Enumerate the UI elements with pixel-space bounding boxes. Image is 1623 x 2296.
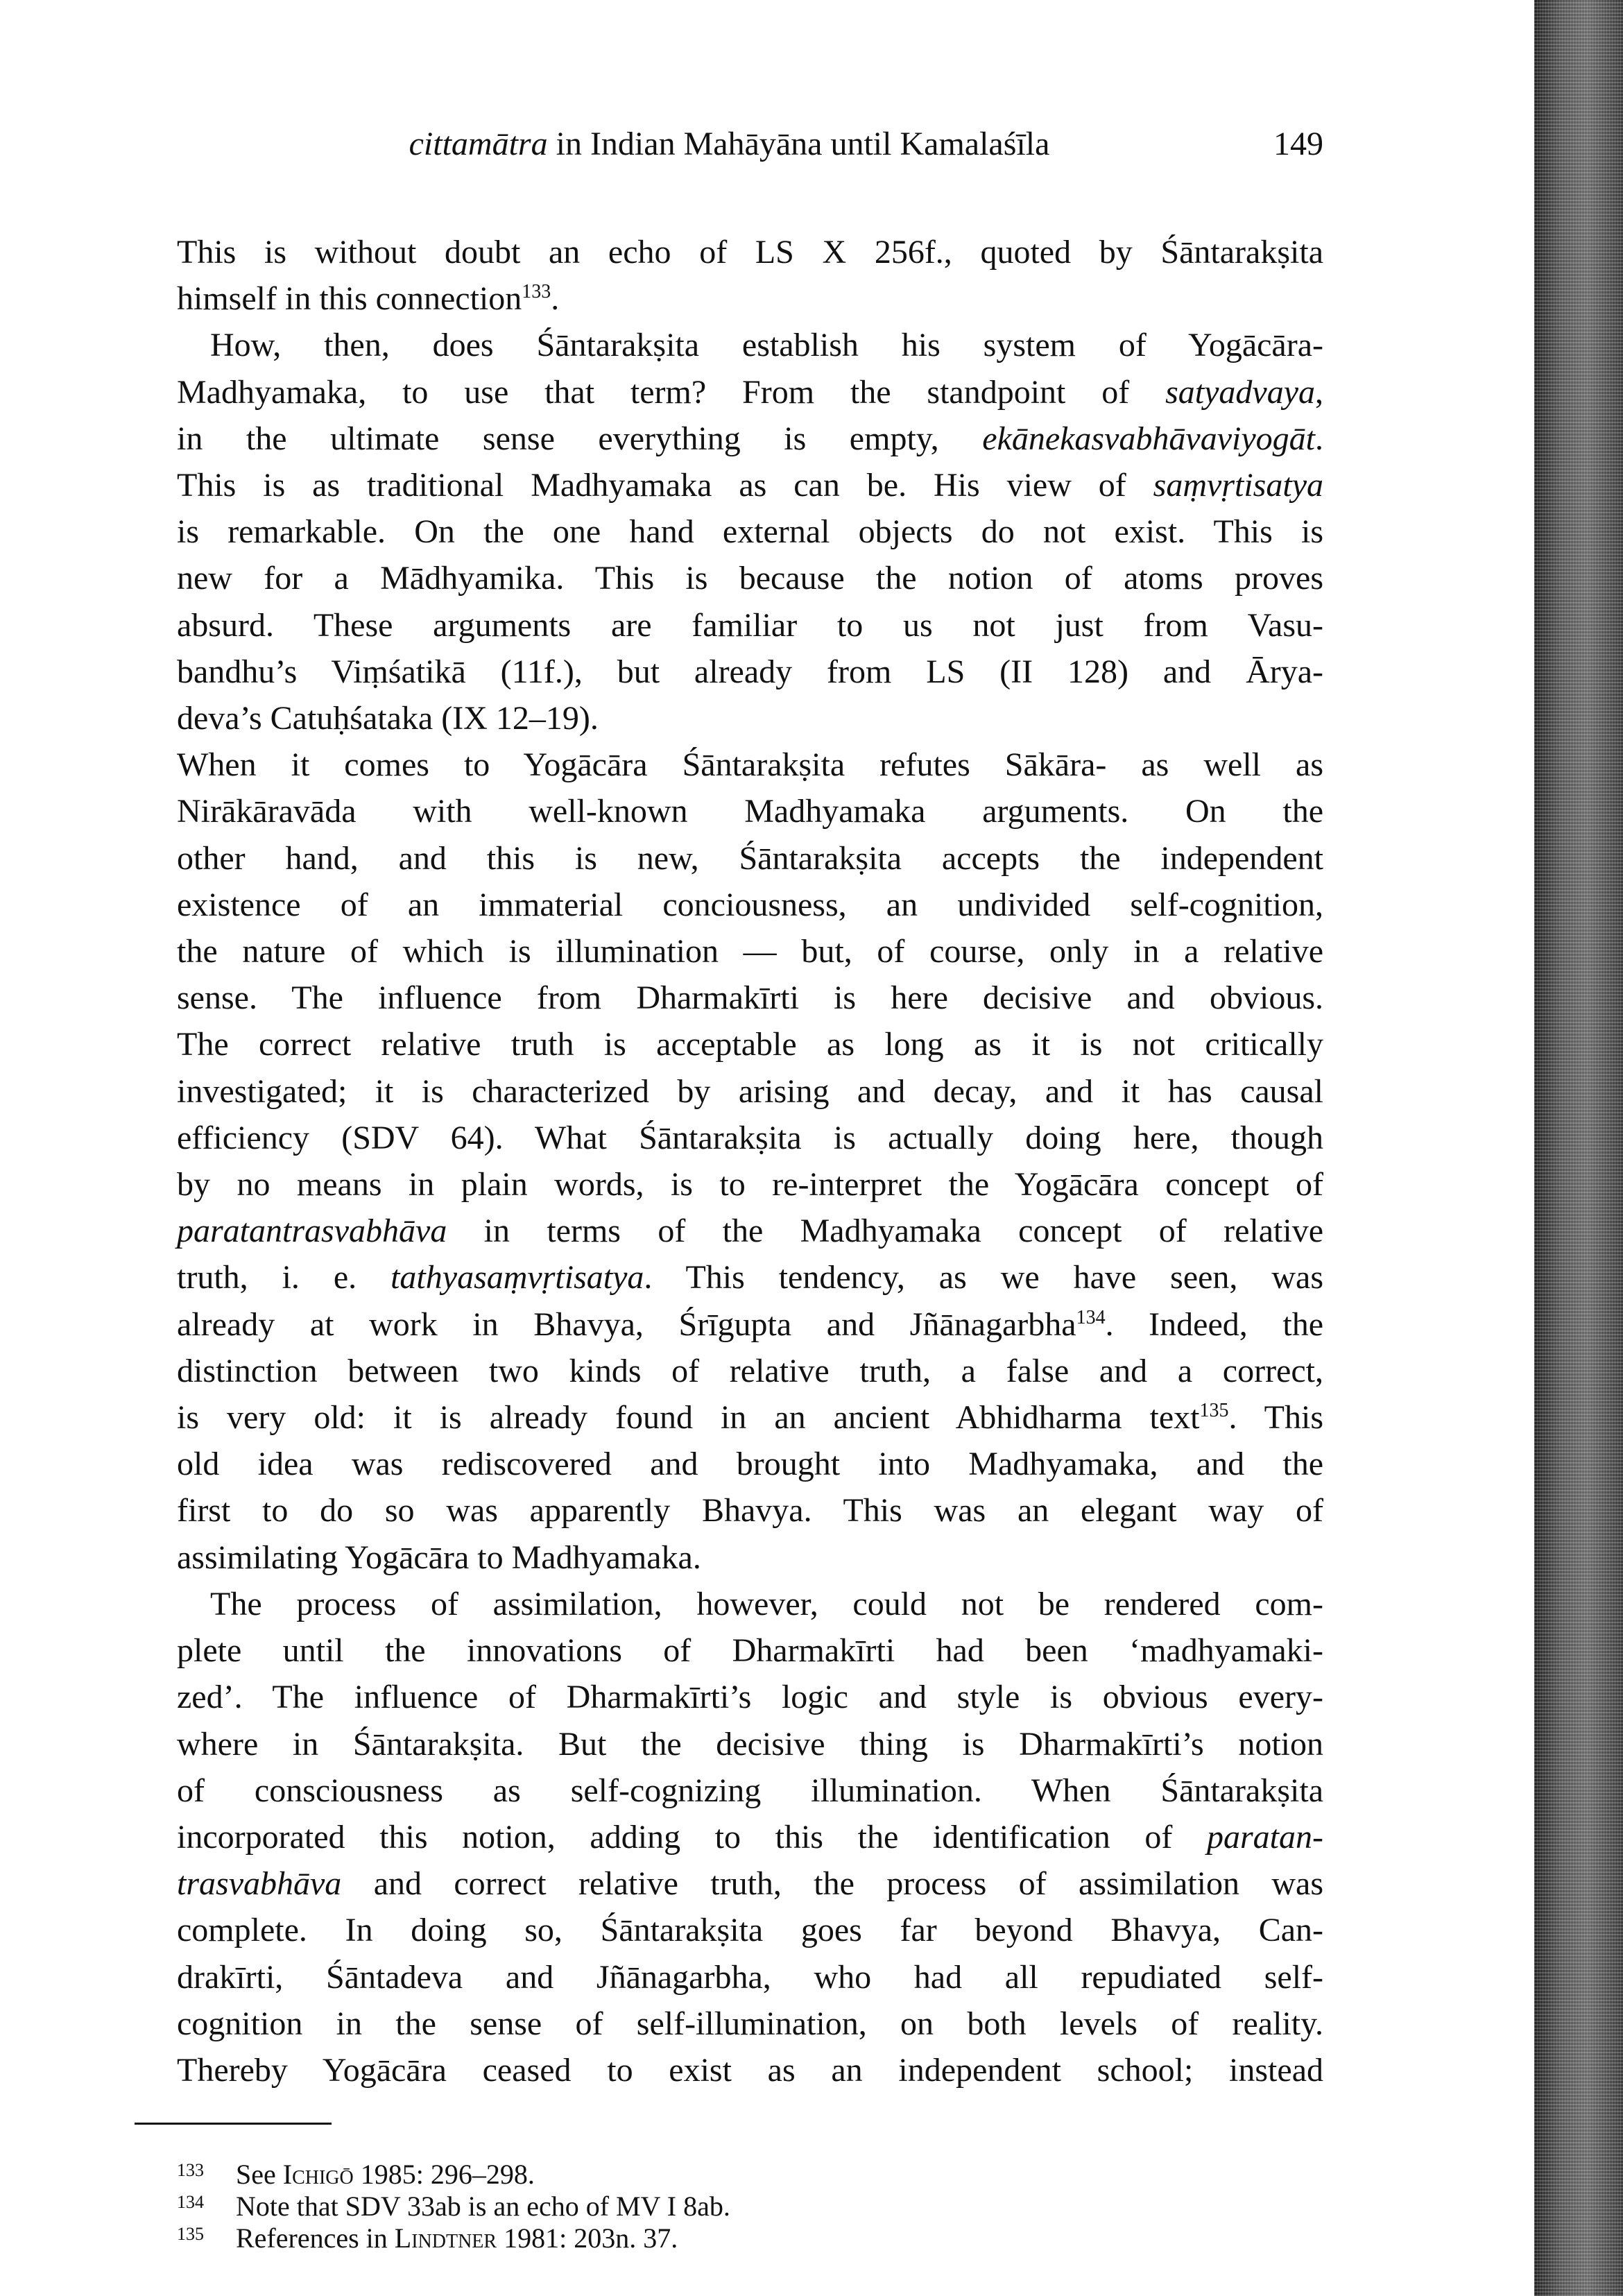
- paragraph: [177, 229, 1323, 322]
- text-line: [177, 928, 1323, 975]
- text: zed’. The influence of Dharmakīrti’s logic and style is obvious every-: [177, 1679, 1323, 1716]
- text: .: [551, 280, 560, 318]
- footnote: [177, 2222, 730, 2254]
- text-line: [177, 1394, 1323, 1441]
- footnote-number: 134: [177, 2192, 204, 2212]
- text: See: [236, 2159, 283, 2190]
- text: This is as traditional Madhyamaka as can be. His view of: [177, 467, 1153, 504]
- footnote-number: 133: [177, 2160, 204, 2180]
- text-line: [177, 1021, 1323, 1068]
- footnotes: [177, 2159, 730, 2254]
- text: sense. The influence from Dharmakīrti is here decisive and obvious.: [177, 979, 1323, 1017]
- text: already at work in Bhavya, Śrīgupta and Jñānagarbha: [177, 1305, 1076, 1343]
- text-line: [177, 508, 1323, 555]
- italic-term: saṃvṛtisatya: [1153, 467, 1323, 504]
- text: Madhyamaka, to use that term? From the standpoint of: [177, 373, 1166, 411]
- text: in the ultimate sense everything is empty,: [177, 420, 983, 457]
- text: Nirākāravāda with well-known Madhyamaka arguments. On the: [177, 793, 1323, 830]
- text: is remarkable. On the one hand external objects do not exist. This is: [177, 513, 1323, 551]
- text-line: [177, 2001, 1323, 2047]
- text-line: [177, 1534, 1323, 1581]
- text: ,: [1315, 373, 1323, 411]
- text-line: [177, 695, 1323, 742]
- footnote-ref: 133: [522, 281, 551, 303]
- text: bandhu’s Viṃśatikā (11f.), but already from LS (II 128) and Ārya-: [177, 653, 1323, 690]
- text-line: [177, 1301, 1323, 1348]
- text: Thereby Yogācāra ceased to exist as an independent school; instead: [177, 2051, 1323, 2089]
- text: efficiency (SDV 64). What Śāntarakṣita is actually doing here, though: [177, 1119, 1323, 1156]
- text-line: [177, 369, 1323, 415]
- text-line: [177, 555, 1323, 601]
- paragraph: [177, 1581, 1323, 2093]
- text: investigated; it is characterized by arising and decay, and it has causal: [177, 1072, 1323, 1110]
- text-line: [177, 649, 1323, 695]
- text: assimilating Yogācāra to Madhyamaka.: [177, 1539, 701, 1576]
- text-line: [177, 275, 1323, 322]
- footnote-ref: 134: [1076, 1306, 1106, 1328]
- text-line: [177, 1254, 1323, 1301]
- text-line: [177, 602, 1323, 649]
- running-title-rest: in Indian Mahāyāna until Kamalaśīla: [547, 126, 1050, 162]
- italic-term: paratan-: [1207, 1818, 1323, 1856]
- footnote: [177, 2191, 730, 2222]
- text-line: [177, 415, 1323, 462]
- body-text: [177, 229, 1323, 2093]
- running-header: [177, 125, 1323, 173]
- text-line: [177, 1627, 1323, 1674]
- text-line: [177, 1487, 1323, 1534]
- text: where in Śāntarakṣita. But the decisive thing is Dharmakīrti’s notion: [177, 1725, 1323, 1763]
- text: incorporated this notion, adding to this the identification of: [177, 1818, 1207, 1856]
- text: complete. In doing so, Śāntarakṣita goes far beyond Bhavya, Can-: [177, 1912, 1323, 1949]
- italic-term: trasvabhāva: [177, 1865, 342, 1903]
- text: How, then, does Śāntarakṣita establish his system of Yogācāra-: [210, 327, 1323, 364]
- text-line: [177, 229, 1323, 275]
- text: the nature of which is illumination — but, of course, only in a relative: [177, 933, 1323, 970]
- text: distinction between two kinds of relative truth, a false and a correct,: [177, 1352, 1323, 1389]
- text: 1985: 296–298.: [353, 2159, 535, 2190]
- text-line: [177, 1115, 1323, 1161]
- text-line: [177, 882, 1323, 928]
- text-line: [177, 1581, 1323, 1627]
- text: first to do so was apparently Bhavya. This was an elegant way of: [177, 1492, 1323, 1530]
- italic-term: ekānekasvabhāvaviyogāt: [982, 420, 1315, 457]
- text: absurd. These arguments are familiar to us not just from Vasu-: [177, 606, 1323, 644]
- author-name: Ichigō: [282, 2159, 354, 2190]
- scan-edge-strip: [1534, 0, 1623, 2296]
- text: Note that SDV 33ab is an echo of MV I 8ab.: [236, 2191, 730, 2222]
- paragraph: [177, 742, 1323, 1581]
- running-title: [177, 125, 1323, 163]
- text: References in: [236, 2222, 395, 2254]
- text-line: [177, 1208, 1323, 1254]
- text: . This tendency, as we have seen, was: [644, 1259, 1323, 1296]
- footnote-rule: [135, 2123, 332, 2125]
- text: new for a Mādhyamika. This is because the notion of atoms proves: [177, 560, 1323, 597]
- text: plete until the innovations of Dharmakīrti had been ‘madhyamaki-: [177, 1632, 1323, 1670]
- text-line: [177, 1348, 1323, 1394]
- text-line: [177, 835, 1323, 882]
- italic-term: satyadvaya: [1165, 373, 1315, 411]
- text-line: [177, 1907, 1323, 1953]
- text: drakīrti, Śāntadeva and Jñānagarbha, who had all repudiated self-: [177, 1958, 1323, 1996]
- text: and correct relative truth, the process of assimilation was: [341, 1865, 1323, 1903]
- italic-term: paratantrasvabhāva: [177, 1213, 447, 1250]
- text: deva’s Catuḥśataka (IX 12–19).: [177, 700, 599, 737]
- text: This is without doubt an echo of LS X 256f., quoted by Śāntarakṣita: [177, 234, 1323, 271]
- text: existence of an immaterial conciousness, an undivided self-cognition,: [177, 886, 1323, 923]
- text: old idea was rediscovered and brought into Madhyamaka, and the: [177, 1446, 1323, 1483]
- italic-term: tathyasaṃvṛtisatya: [390, 1259, 644, 1296]
- text-line: [177, 788, 1323, 834]
- text: 1981: 203n. 37.: [497, 2222, 678, 2254]
- running-title-italic: cittamātra: [409, 126, 548, 162]
- text: is very old: it is already found in an ancient Abhidharma text: [177, 1399, 1200, 1437]
- page-number: 149: [1273, 126, 1323, 162]
- text: When it comes to Yogācāra Śāntarakṣita refutes Sākāra- as well as: [177, 746, 1323, 784]
- text-line: [177, 1068, 1323, 1115]
- text: himself in this connection: [177, 280, 522, 318]
- text: of consciousness as self-cognizing illumination. When Śāntarakṣita: [177, 1772, 1323, 1809]
- text-line: [177, 322, 1323, 368]
- text-line: [177, 1767, 1323, 1814]
- text: by no means in plain words, is to re-interpret the Yogācāra concept of: [177, 1166, 1323, 1203]
- text: in terms of the Madhyamaka concept of relative: [447, 1213, 1323, 1250]
- text-line: [177, 1860, 1323, 1907]
- paragraph: [177, 322, 1323, 742]
- text-line: [177, 462, 1323, 508]
- text-line: [177, 1814, 1323, 1860]
- text-line: [177, 975, 1323, 1021]
- text-line: [177, 2047, 1323, 2093]
- text: truth, i. e.: [177, 1259, 391, 1296]
- footnote: [177, 2159, 730, 2191]
- text: .: [1315, 420, 1323, 457]
- text-line: [177, 1441, 1323, 1487]
- text-line: [177, 742, 1323, 788]
- footnote-ref: 135: [1199, 1400, 1229, 1422]
- text: . This: [1228, 1399, 1323, 1437]
- text: cognition in the sense of self-illumination, on both levels of reality.: [177, 2005, 1323, 2042]
- text: . Indeed, the: [1105, 1305, 1324, 1343]
- author-name: Lindtner: [394, 2222, 497, 2254]
- footnote-number: 135: [177, 2224, 204, 2244]
- text-line: [177, 1674, 1323, 1720]
- text: other hand, and this is new, Śāntarakṣita accepts the independent: [177, 839, 1323, 877]
- text: The correct relative truth is acceptable as long as it is not critically: [177, 1026, 1323, 1063]
- text-line: [177, 1161, 1323, 1208]
- text-line: [177, 1954, 1323, 2001]
- text-line: [177, 1721, 1323, 1767]
- text: The process of assimilation, however, could not be rendered com-: [210, 1585, 1323, 1622]
